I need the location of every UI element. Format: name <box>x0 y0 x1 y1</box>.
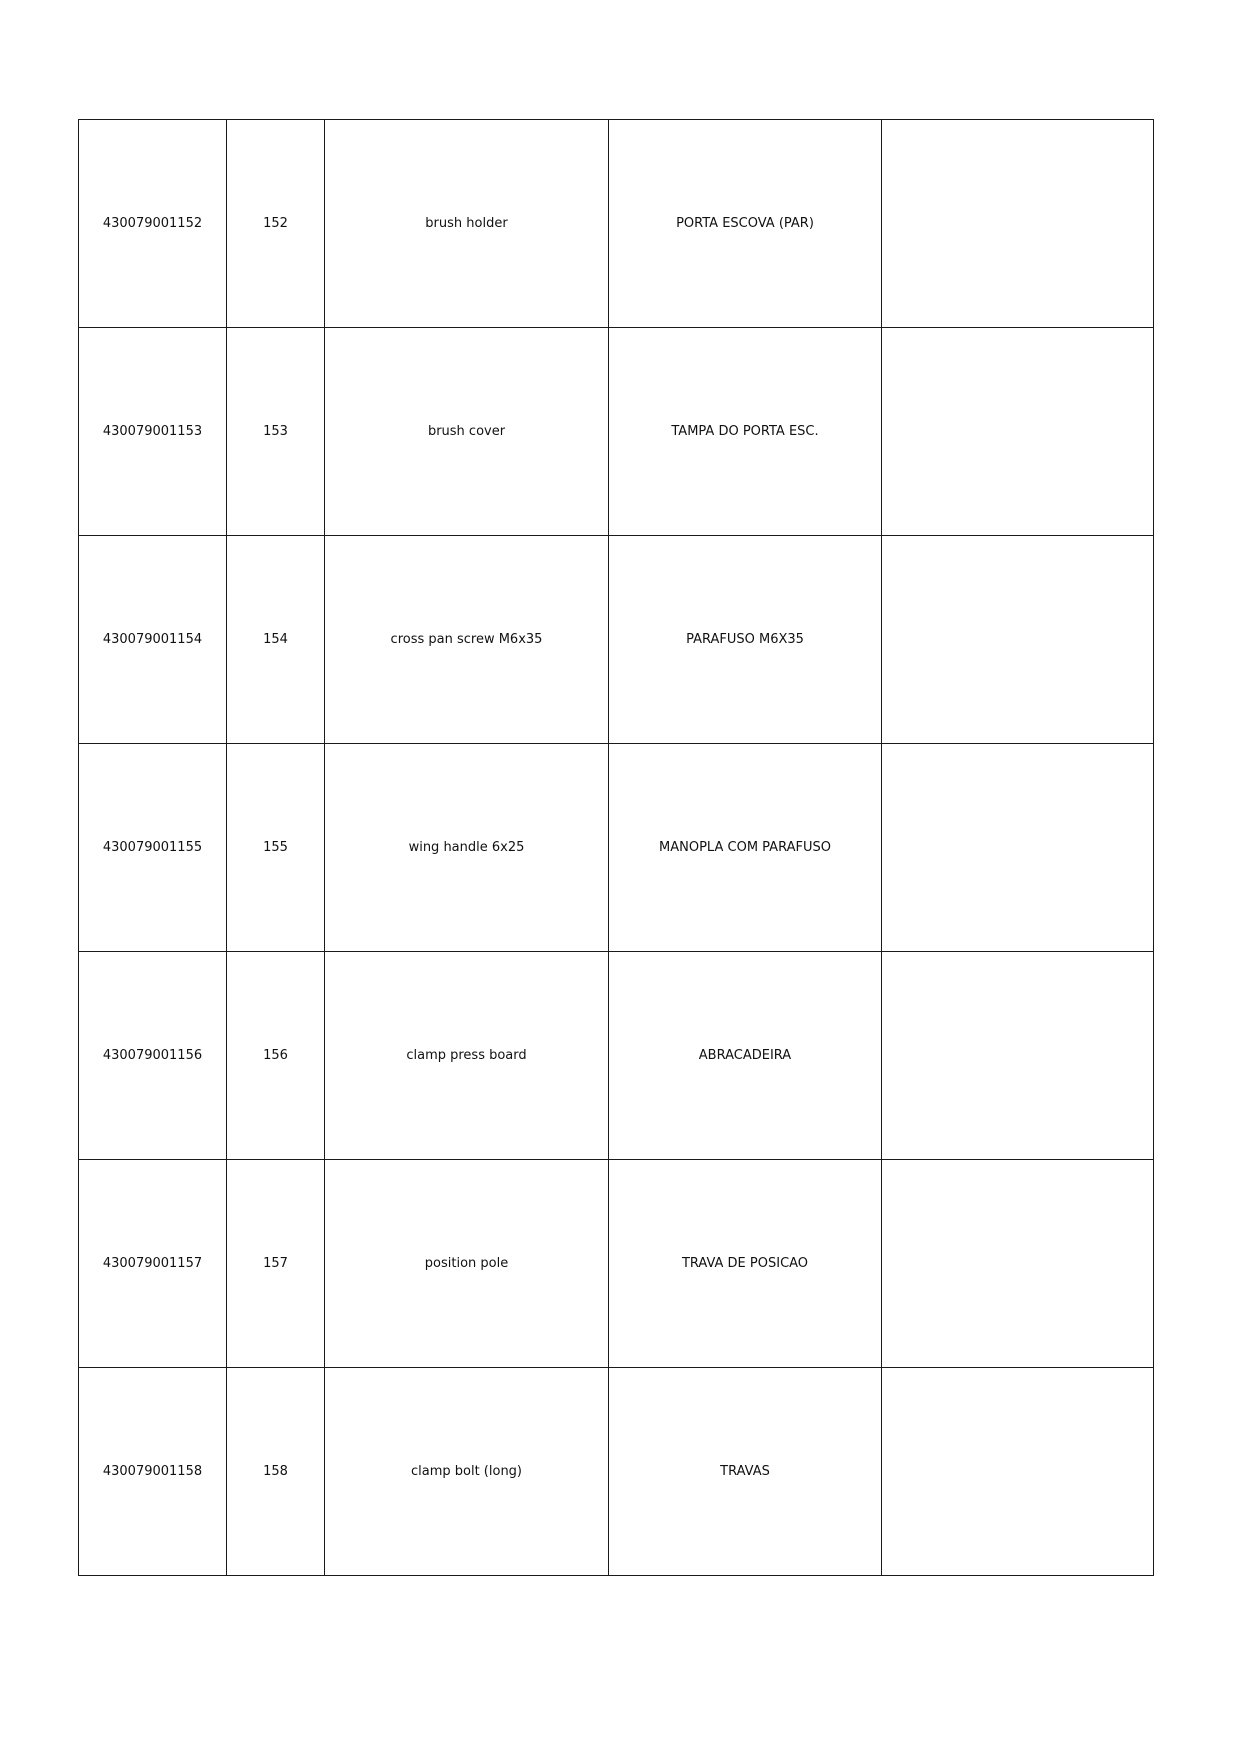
description-pt-cell: MANOPLA COM PARAFUSO <box>609 744 882 952</box>
description-en-cell: clamp bolt (long) <box>325 1368 609 1576</box>
empty-cell <box>882 328 1154 536</box>
item-number-cell: 152 <box>227 120 325 328</box>
description-en-cell: brush cover <box>325 328 609 536</box>
part-code-cell: 430079001152 <box>79 120 227 328</box>
item-number-cell: 156 <box>227 952 325 1160</box>
description-en-cell: position pole <box>325 1160 609 1368</box>
description-pt-cell: TRAVAS <box>609 1368 882 1576</box>
empty-cell <box>882 1368 1154 1576</box>
item-number-cell: 153 <box>227 328 325 536</box>
empty-cell <box>882 744 1154 952</box>
description-pt-cell: PARAFUSO M6X35 <box>609 536 882 744</box>
description-en-cell: cross pan screw M6x35 <box>325 536 609 744</box>
empty-cell <box>882 120 1154 328</box>
empty-cell <box>882 952 1154 1160</box>
description-pt-cell: PORTA ESCOVA (PAR) <box>609 120 882 328</box>
part-code-cell: 430079001157 <box>79 1160 227 1368</box>
part-code-cell: 430079001158 <box>79 1368 227 1576</box>
item-number-cell: 158 <box>227 1368 325 1576</box>
table-row <box>79 744 1154 952</box>
part-code-cell: 430079001153 <box>79 328 227 536</box>
table-row <box>79 328 1154 536</box>
item-number-cell: 157 <box>227 1160 325 1368</box>
table-row <box>79 1160 1154 1368</box>
table-row <box>79 1368 1154 1576</box>
description-pt-cell: ABRACADEIRA <box>609 952 882 1160</box>
empty-cell <box>882 536 1154 744</box>
description-en-cell: clamp press board <box>325 952 609 1160</box>
empty-cell <box>882 1160 1154 1368</box>
part-code-cell: 430079001156 <box>79 952 227 1160</box>
item-number-cell: 155 <box>227 744 325 952</box>
description-pt-cell: TRAVA DE POSICAO <box>609 1160 882 1368</box>
description-pt-cell: TAMPA DO PORTA ESC. <box>609 328 882 536</box>
part-code-cell: 430079001155 <box>79 744 227 952</box>
description-en-cell: brush holder <box>325 120 609 328</box>
description-en-cell: wing handle 6x25 <box>325 744 609 952</box>
table-row <box>79 536 1154 744</box>
table-row <box>79 120 1154 328</box>
item-number-cell: 154 <box>227 536 325 744</box>
part-code-cell: 430079001154 <box>79 536 227 744</box>
parts-table <box>78 119 1154 1576</box>
table-row <box>79 952 1154 1160</box>
